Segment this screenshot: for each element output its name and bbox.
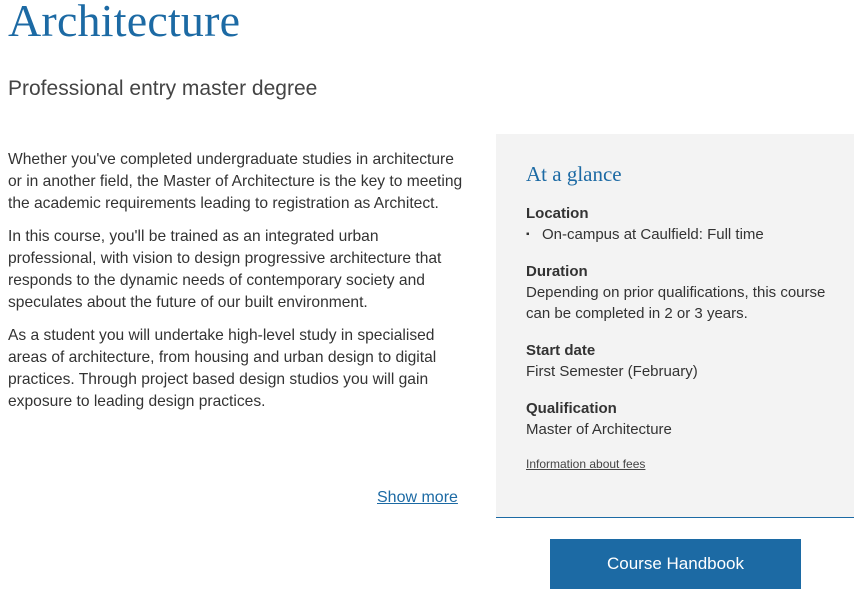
page-title: Architecture: [8, 0, 241, 46]
location-label: Location: [526, 205, 589, 222]
intro-paragraph: Whether you've completed undergraduate studies in architecture or in another field, the Master of Architecture is the key to meeting the academic requirements leading to registration as Architect.: [8, 151, 463, 212]
duration-text: Depending on prior qualifications, this course can be completed in 2 or 3 years.: [526, 284, 826, 322]
qualification-section: [526, 398, 836, 440]
start-date-label: Start date: [526, 342, 596, 359]
course-intro: [8, 149, 466, 424]
duration-label: Duration: [526, 263, 588, 280]
intro-paragraph: As a student you will undertake high-level study in specialised areas of architecture, from housing and urban design to digital practices. Through project based design studios you will gain exposure to leading design practices.: [8, 327, 437, 410]
start-date-text: First Semester (February): [526, 363, 698, 380]
page-subtitle: Professional entry master degree: [8, 77, 318, 100]
location-item: [526, 224, 836, 245]
show-more-link[interactable]: Show more: [377, 489, 458, 506]
glance-title: At a glance: [526, 162, 622, 186]
intro-paragraph: In this course, you'll be trained as an integrated urban professional, with vision to design progressive architecture that responds to the dynamic needs of contemporary society and speculates about the future of our built environment.: [8, 228, 442, 311]
qualification-label: Qualification: [526, 400, 617, 417]
location-section: [526, 203, 836, 245]
fees-info-link[interactable]: Information about fees: [526, 457, 646, 471]
qualification-text: Master of Architecture: [526, 421, 672, 438]
location-list: [526, 224, 836, 245]
start-date-section: [526, 340, 836, 382]
location-item-text: On-campus at Caulfield: Full time: [542, 226, 764, 243]
at-a-glance-panel: [496, 134, 854, 518]
bullet-icon: ▪: [526, 229, 530, 240]
course-handbook-button[interactable]: Course Handbook: [550, 539, 801, 589]
duration-section: [526, 261, 836, 324]
